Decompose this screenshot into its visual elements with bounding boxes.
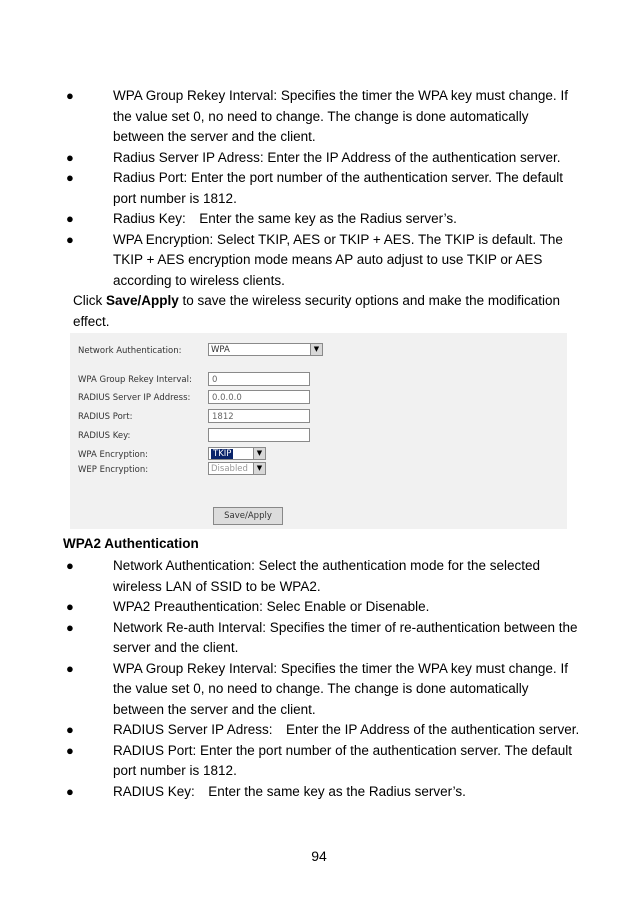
wpa-encryption-label: WPA Encryption: (78, 450, 149, 460)
save-apply-button[interactable]: Save/Apply (213, 507, 283, 525)
list-item-text: Network Authentication: Select the authentication mode for the selected wireless LAN of SSID to be WPA2. (113, 558, 541, 594)
rekey-row (70, 372, 567, 388)
wpa-encryption-value: TKIP (213, 449, 232, 459)
rekey-input[interactable]: 0 (208, 372, 310, 386)
bullet-icon: ● (66, 170, 74, 185)
chevron-down-icon: ▼ (253, 463, 265, 474)
list-item-text: Radius Server IP Adress: Enter the IP Address of the authentication server. (113, 149, 561, 165)
top-bullet-list (0, 86, 638, 291)
list-item (0, 618, 638, 659)
save-apply-emphasis: Save/Apply (106, 293, 179, 308)
radius-ip-row (70, 390, 567, 406)
paragraph-prefix: Click (73, 293, 106, 308)
list-item-text: WPA Group Rekey Interval: Specifies the timer the WPA key must change. If the value set 0, no need to change. The change is done automatically between the server and the client. (113, 88, 568, 144)
network-auth-label: Network Authentication: (78, 346, 182, 356)
network-auth-value: WPA (211, 345, 230, 355)
bullet-icon: ● (66, 211, 74, 226)
list-item (0, 597, 638, 618)
bullet-icon: ● (66, 558, 74, 573)
wep-encryption-label: WEP Encryption: (78, 465, 149, 475)
bullet-icon: ● (66, 149, 74, 165)
radius-key-input[interactable] (208, 428, 310, 442)
wpa-encryption-select[interactable] (208, 447, 266, 460)
bullet-icon: ● (66, 783, 74, 799)
wep-encryption-value: Disabled (211, 464, 248, 474)
list-item-text: Radius Port: Enter the port number of the authentication server. The default port number is 1812. (113, 170, 564, 206)
list-item-text: WPA Group Rekey Interval: Specifies the timer the WPA key must change. If the value set 0, no need to change. The change is done automatically between the server and the client. (113, 660, 568, 717)
list-item (0, 168, 638, 209)
wpa2-heading: WPA2 Authentication (63, 536, 199, 551)
list-item (0, 209, 638, 230)
list-item (0, 741, 638, 782)
wep-encryption-select[interactable] (208, 462, 266, 475)
list-item-text: Radius Key: Enter the same key as the Radius server’s. (113, 211, 457, 226)
network-auth-row (70, 343, 567, 359)
bullet-icon: ● (66, 660, 74, 676)
radius-port-row (70, 409, 567, 425)
bullet-icon: ● (66, 742, 74, 758)
bullet-icon: ● (66, 88, 74, 103)
network-auth-select[interactable] (208, 343, 323, 356)
bullet-icon: ● (66, 619, 74, 635)
list-item (0, 86, 638, 148)
rekey-label: WPA Group Rekey Interval: (78, 375, 192, 385)
list-item-text: WPA Encryption: Select TKIP, AES or TKIP + AES. The TKIP is default. The TKIP + AES encryption mode means AP auto adjust to use TKIP or AES according to wireless clients. (113, 231, 563, 288)
wpa-encryption-row (70, 447, 567, 463)
list-item (0, 782, 638, 803)
list-item (0, 556, 638, 597)
radius-port-input[interactable]: 1812 (208, 409, 310, 423)
radius-key-label: RADIUS Key: (78, 431, 131, 441)
bullet-icon: ● (66, 722, 74, 737)
list-item-text: RADIUS Port: Enter the port number of the authentication server. The default port number is 1812. (113, 742, 572, 778)
save-apply-paragraph (73, 291, 588, 332)
list-item (0, 230, 638, 292)
chevron-down-icon: ▼ (310, 344, 322, 355)
radius-key-row (70, 428, 567, 444)
wpa2-bullet-list (0, 556, 638, 802)
list-item (0, 720, 638, 741)
chevron-down-icon: ▼ (253, 448, 265, 459)
radius-ip-label: RADIUS Server IP Address: (78, 393, 191, 403)
list-item-text: RADIUS Server IP Adress: Enter the IP Address of the authentication server. (113, 722, 580, 737)
radius-port-label: RADIUS Port: (78, 412, 133, 422)
list-item-text: RADIUS Key: Enter the same key as the Radius server’s. (113, 783, 466, 799)
list-item-text: Network Re-auth Interval: Specifies the timer of re-authentication between the server and the client. (113, 619, 578, 655)
list-item (0, 659, 638, 721)
paragraph-suffix: to save the wireless security options and make the modification effect. (73, 293, 560, 329)
wireless-security-panel (70, 333, 567, 529)
page-number: 94 (311, 848, 327, 864)
list-item (0, 148, 638, 169)
wep-encryption-row (70, 462, 567, 478)
list-item-text: WPA2 Preauthentication: Selec Enable or Disenable. (113, 599, 430, 614)
bullet-icon: ● (66, 599, 74, 614)
bullet-icon: ● (66, 231, 74, 247)
radius-ip-input[interactable]: 0.0.0.0 (208, 390, 310, 404)
